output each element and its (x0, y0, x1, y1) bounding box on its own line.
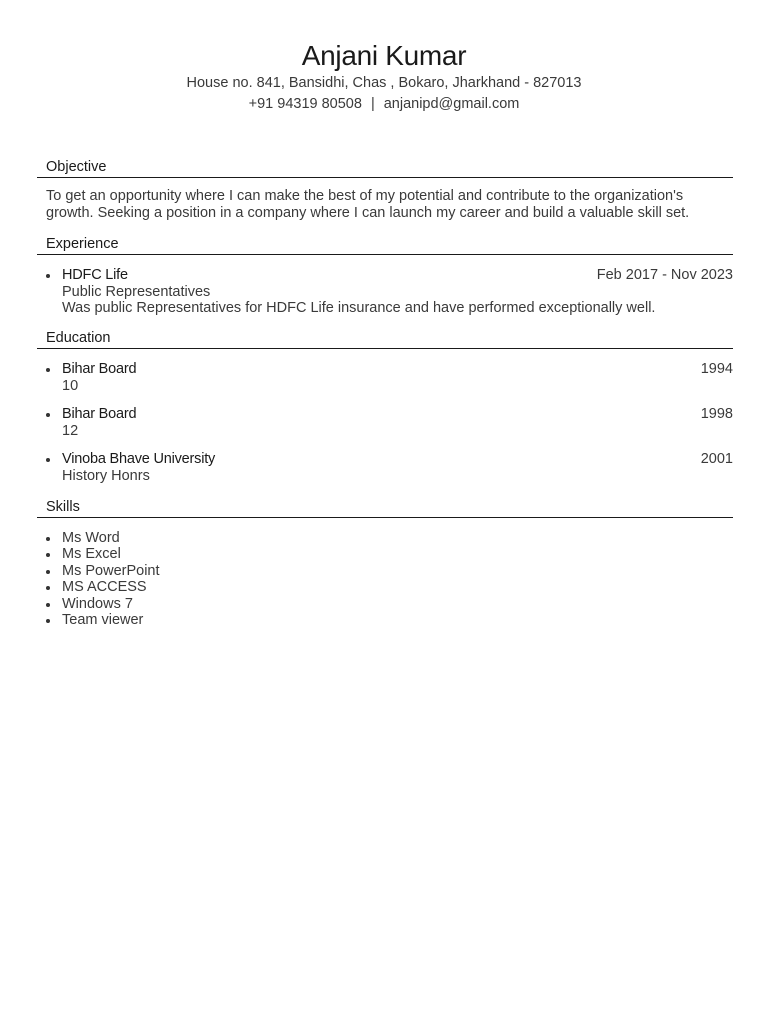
resume-header (0, 0, 768, 115)
bullet-icon (46, 586, 50, 590)
education-year: 1994 (700, 361, 733, 377)
bullet-icon (46, 458, 50, 462)
email-address: anjanipd@gmail.com (383, 96, 520, 112)
skill-item (62, 579, 733, 595)
bullet-icon (46, 537, 50, 541)
skill-label: Ms Excel (62, 546, 121, 563)
skill-label: MS ACCESS (62, 579, 147, 596)
skill-item (62, 530, 733, 546)
bullet-icon (46, 553, 50, 557)
address-line: House no. 841, Bansidhi, Chas , Bokaro, Jharkhand - 827013 (186, 75, 582, 91)
contact-separator: | (370, 96, 375, 112)
skill-label: Ms PowerPoint (62, 562, 160, 579)
bullet-icon (46, 274, 50, 278)
education-section (37, 328, 733, 484)
contact-line (0, 94, 768, 115)
education-item (62, 406, 733, 439)
education-year: 1998 (700, 406, 733, 422)
objective-text: To get an opportunity where I can make the best of my potential and contribute to the organization's growth. Seeking a position in a company where I can launch my career and build a valuable skill set. (46, 188, 690, 221)
experience-company: HDFC Life (62, 267, 128, 283)
skills-section (37, 497, 733, 628)
bullet-icon (46, 368, 50, 372)
objective-section (37, 157, 733, 221)
skill-label: Team viewer (62, 612, 144, 629)
skill-label: Windows 7 (62, 595, 133, 612)
skill-label: Ms Word (62, 530, 120, 546)
experience-section (37, 234, 733, 317)
bullet-icon (46, 570, 50, 574)
experience-description: Was public Representatives for HDFC Life insurance and have performed exceptionally well. (62, 300, 656, 316)
education-year: 2001 (700, 451, 733, 467)
skills-list (37, 530, 733, 628)
education-item (62, 451, 733, 484)
skill-item (62, 546, 733, 562)
candidate-name: Anjani Kumar (301, 40, 467, 71)
bullet-icon (46, 603, 50, 607)
experience-role: Public Representatives (62, 283, 211, 300)
education-institution: Bihar Board (62, 406, 137, 422)
skill-item (62, 612, 733, 628)
section-title-education: Education (37, 328, 733, 349)
section-title-objective: Objective (37, 157, 733, 178)
bullet-icon (46, 413, 50, 417)
bullet-icon (46, 619, 50, 623)
skill-item (62, 563, 733, 579)
experience-item (62, 267, 733, 317)
section-title-skills: Skills (37, 497, 733, 518)
education-item (62, 361, 733, 394)
experience-dates: Feb 2017 - Nov 2023 (596, 267, 733, 283)
education-detail: History Honrs (62, 467, 150, 484)
section-title-experience: Experience (37, 234, 733, 255)
education-detail: 10 (62, 377, 79, 394)
phone-number: +91 94319 80508 (248, 96, 362, 112)
education-institution: Bihar Board (62, 361, 137, 377)
education-institution: Vinoba Bhave University (62, 451, 216, 467)
education-detail: 12 (62, 422, 79, 439)
skill-item (62, 596, 733, 612)
